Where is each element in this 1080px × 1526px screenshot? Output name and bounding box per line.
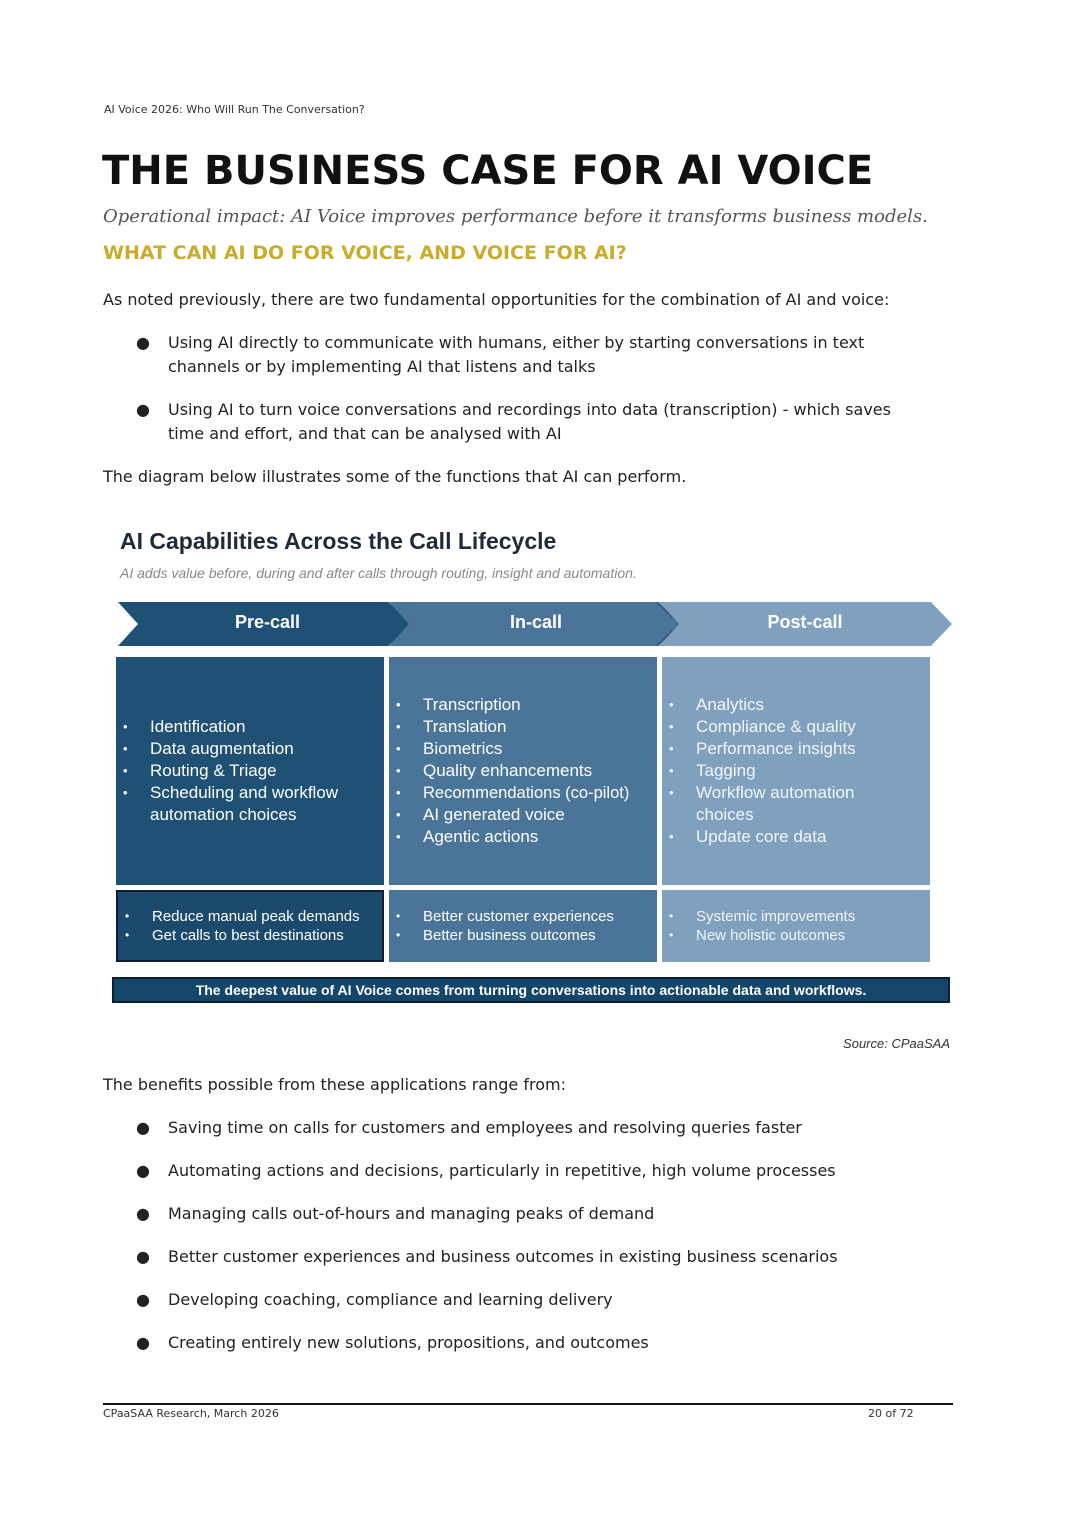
diagram-source: Source: CPaaSAA bbox=[843, 1036, 950, 1051]
list-item: • Tagging bbox=[696, 760, 896, 782]
bullet-icon: ● bbox=[136, 333, 150, 352]
in-call-outcomes bbox=[389, 890, 657, 962]
list-item: • Update core data bbox=[696, 826, 896, 848]
call-lifecycle-diagram bbox=[110, 520, 955, 1060]
list-item: • Routing & Triage bbox=[150, 760, 365, 782]
post-call-capabilities bbox=[662, 657, 930, 885]
in-call-capabilities bbox=[389, 657, 657, 885]
list-item: ● Automating actions and decisions, particularly in repetitive, high volume processes bbox=[130, 1159, 838, 1202]
list-item: ● Creating entirely new solutions, propositions, and outcomes bbox=[130, 1331, 838, 1374]
footer-divider bbox=[103, 1403, 953, 1405]
list-item: ● Managing calls out-of-hours and managing peaks of demand bbox=[130, 1202, 838, 1245]
diagram-title: AI Capabilities Across the Call Lifecycle bbox=[120, 528, 557, 554]
bullet-icon: ● bbox=[136, 1290, 150, 1309]
intro-paragraph: As noted previously, there are two fundamental opportunities for the combination of AI and voice: bbox=[103, 290, 890, 309]
list-item: ● Using AI directly to communicate with humans, either by starting conversations in text channels or by implementing AI that listens and talks bbox=[136, 333, 865, 376]
benefits-bullet-list bbox=[130, 1116, 838, 1374]
section-heading: WHAT CAN AI DO FOR VOICE, AND VOICE FOR AI? bbox=[103, 242, 627, 264]
intro-bullet-list bbox=[130, 331, 920, 465]
benefits-intro-paragraph: The benefits possible from these applications range from: bbox=[103, 1075, 566, 1094]
list-item: • Identification bbox=[150, 716, 365, 738]
pre-call-capabilities bbox=[116, 657, 384, 885]
list-item: • Performance insights bbox=[696, 738, 896, 760]
list-item: • Compliance & quality bbox=[696, 716, 896, 738]
list-item: ● Using AI to turn voice conversations and recordings into data (transcription) - which saves time and effort, and that can be analysed with AI bbox=[136, 400, 891, 443]
bullet-icon: ● bbox=[136, 1204, 150, 1223]
bullet-icon: ● bbox=[136, 1247, 150, 1266]
list-item: ● Better customer experiences and business outcomes in existing business scenarios bbox=[130, 1245, 838, 1288]
list-item: • Quality enhancements bbox=[423, 760, 629, 782]
list-item: • Analytics bbox=[696, 694, 896, 716]
list-item: • New holistic outcomes bbox=[696, 926, 855, 945]
diagram-intro-paragraph: The diagram below illustrates some of the functions that AI can perform. bbox=[103, 467, 687, 486]
list-item: • Get calls to best destinations bbox=[152, 926, 360, 945]
list-item: ● Developing coaching, compliance and learning delivery bbox=[130, 1288, 838, 1331]
list-item: ● Saving time on calls for customers and employees and resolving queries faster bbox=[130, 1116, 838, 1159]
list-item: • Systemic improvements bbox=[696, 907, 855, 926]
list-item: • Data augmentation bbox=[150, 738, 365, 760]
page-number: 20 of 72 bbox=[868, 1407, 914, 1420]
bullet-icon: ● bbox=[136, 1118, 150, 1137]
list-item: • Workflow automation choices bbox=[696, 782, 896, 826]
diagram-subtitle: AI adds value before, during and after calls through routing, insight and automation. bbox=[120, 565, 637, 581]
list-item: • Transcription bbox=[423, 694, 629, 716]
list-item: • Better customer experiences bbox=[423, 907, 614, 926]
bullet-icon: ● bbox=[136, 1161, 150, 1180]
bullet-icon: ● bbox=[136, 400, 150, 419]
list-item: • Reduce manual peak demands bbox=[152, 907, 360, 926]
list-item: • Biometrics bbox=[423, 738, 629, 760]
page-subtitle: Operational impact: AI Voice improves performance before it transforms business models. bbox=[103, 206, 928, 227]
list-item: • Agentic actions bbox=[423, 826, 629, 848]
phase-label-pre-call: Pre-call bbox=[234, 612, 301, 632]
post-call-outcomes bbox=[662, 890, 930, 962]
phase-label-in-call: In-call bbox=[509, 612, 562, 632]
list-item: • Scheduling and workflow automation choices bbox=[150, 782, 365, 826]
list-item: • Recommendations (co-pilot) bbox=[423, 782, 629, 804]
list-item: • AI generated voice bbox=[423, 804, 629, 826]
pre-call-outcomes bbox=[116, 890, 384, 962]
phase-label-post-call: Post-call bbox=[767, 612, 843, 632]
footer-credit: CPaaSAA Research, March 2026 bbox=[103, 1407, 279, 1420]
list-item: • Better business outcomes bbox=[423, 926, 614, 945]
list-item: • Translation bbox=[423, 716, 629, 738]
bullet-icon: ● bbox=[136, 1333, 150, 1352]
page-title: THE BUSINESS CASE FOR AI VOICE bbox=[102, 148, 874, 194]
diagram-footer-banner: The deepest value of AI Voice comes from turning conversations into actionable data and workflows. bbox=[112, 977, 950, 1003]
running-header: AI Voice 2026: Who Will Run The Conversation? bbox=[104, 103, 365, 116]
